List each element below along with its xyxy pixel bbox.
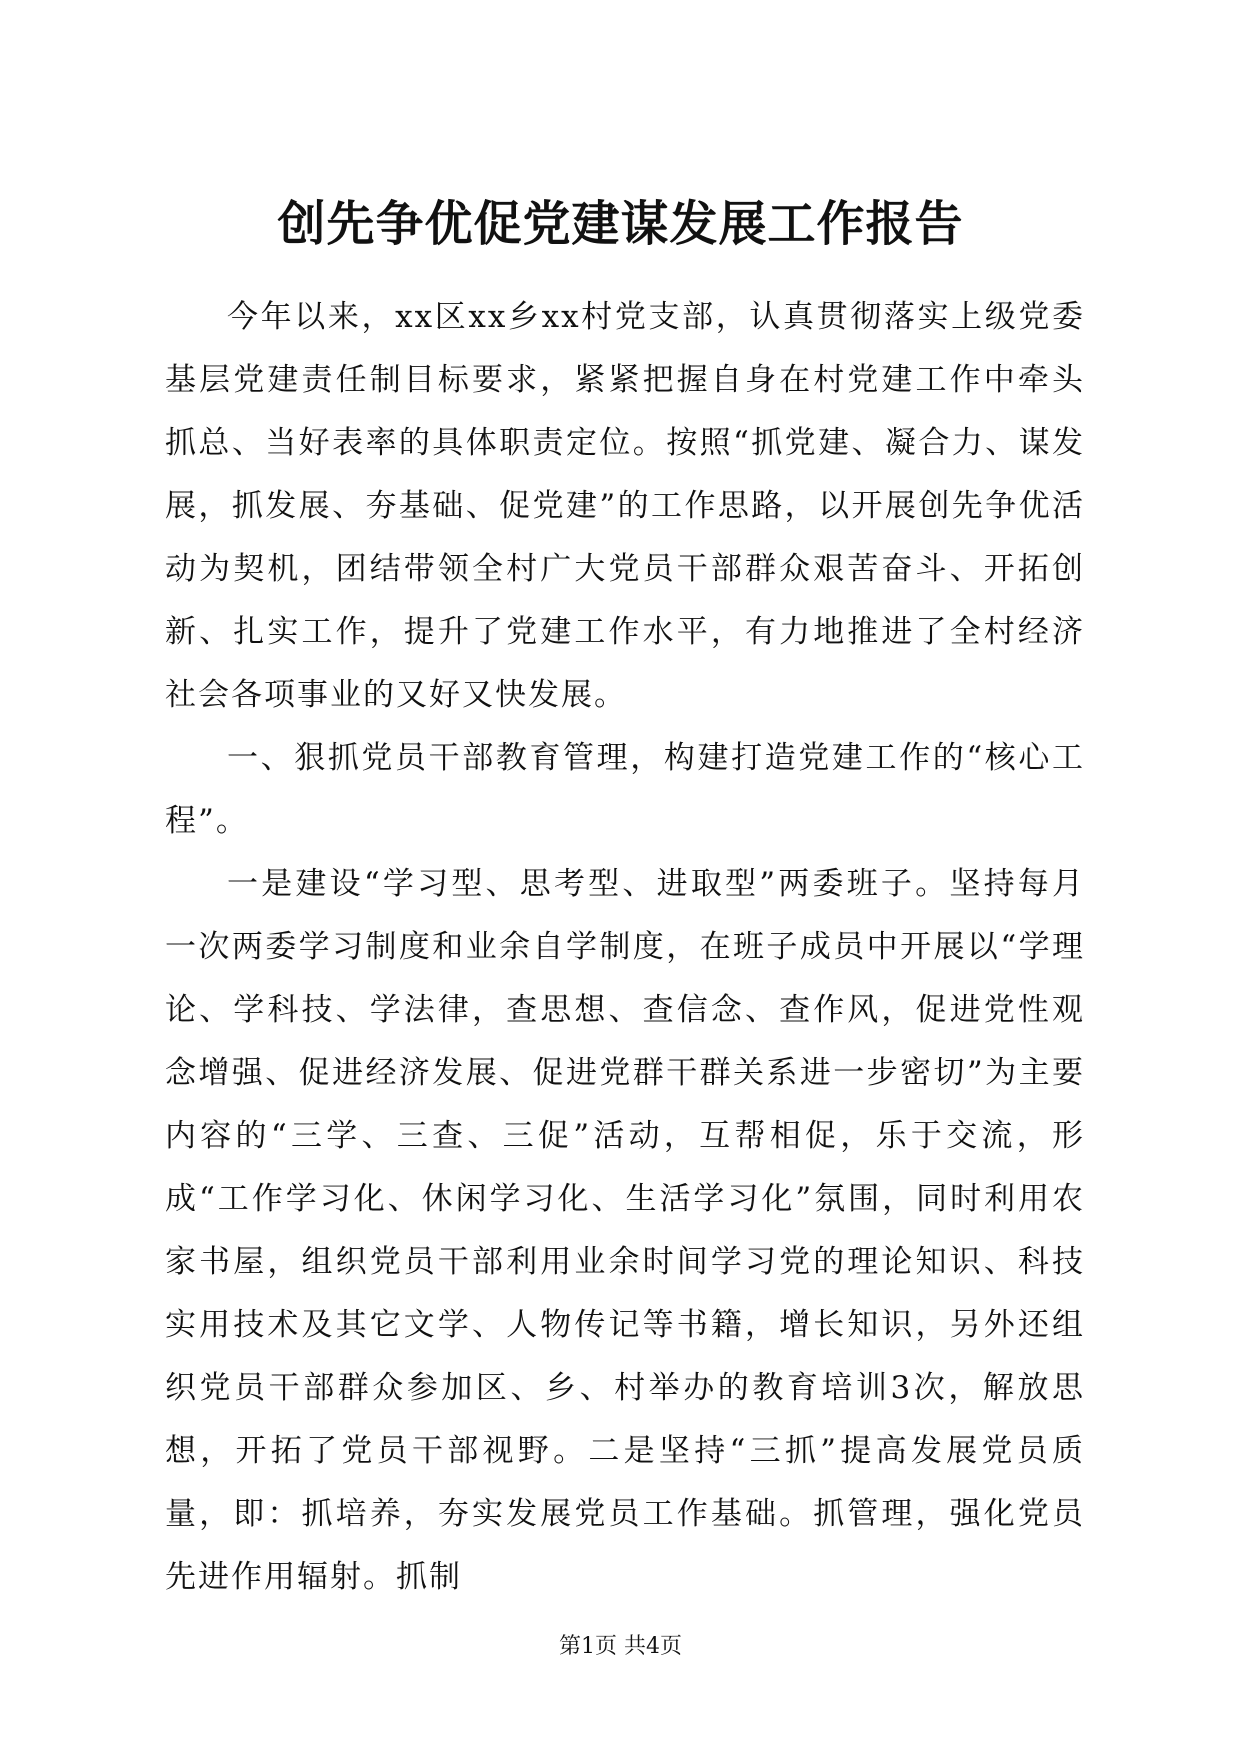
document-title: 创先争优促党建谋发展工作报告: [277, 196, 964, 252]
paragraph-section-body: 一是建设“学习型、思考型、进取型”两委班子。坚持每月一次两委学习制度和业余自学制度，在班子成员中开展以“学理论、学科技、学法律，查思想、查信念、查作风，促进党性观念增强、促进经济发展、促进党群干群关系进一步密切”为主要内容的“三学、三查、三促”活动，互帮相促，乐于交流，形成“工作学习化、休闲学习化、生活学习化”氛围，同时利用农家书屋，组织党员干部利用业余时间学习党的理论知识、科技实用技术及其它文学、人物传记等书籍，增长知识，另外还组织党员干部群众参加区、乡、村举办的教育培训3次，解放思想，开拓了党员干部视野。二是坚持“三抓”提高发展党员质量，即：抓培养，夯实发展党员工作基础。抓管理，强化党员先进作用辐射。抓制: [165, 866, 1085, 1595]
paragraph-intro: 今年以来，xx区xx乡xx村党支部，认真贯彻落实上级党委基层党建责任制目标要求，紧紧把握自身在村党建工作中牵头抓总、当好表率的具体职责定位。按照“抓党建、凝合力、谋发展，抓发展、夯基础、促党建”的工作思路，以开展创先争优活动为契机，团结带领全村广大党员干部群众艰苦奋斗、开拓创新、扎实工作，提升了党建工作水平，有力地推进了全村经济社会各项事业的又好又快发展。: [165, 299, 1085, 713]
page-footer: 第1页 共4页: [559, 1634, 682, 1659]
document-body: [165, 286, 1085, 1609]
paragraph-section-heading: 一、狠抓党员干部教育管理，构建打造党建工作的“核心工程”。: [165, 740, 1085, 839]
